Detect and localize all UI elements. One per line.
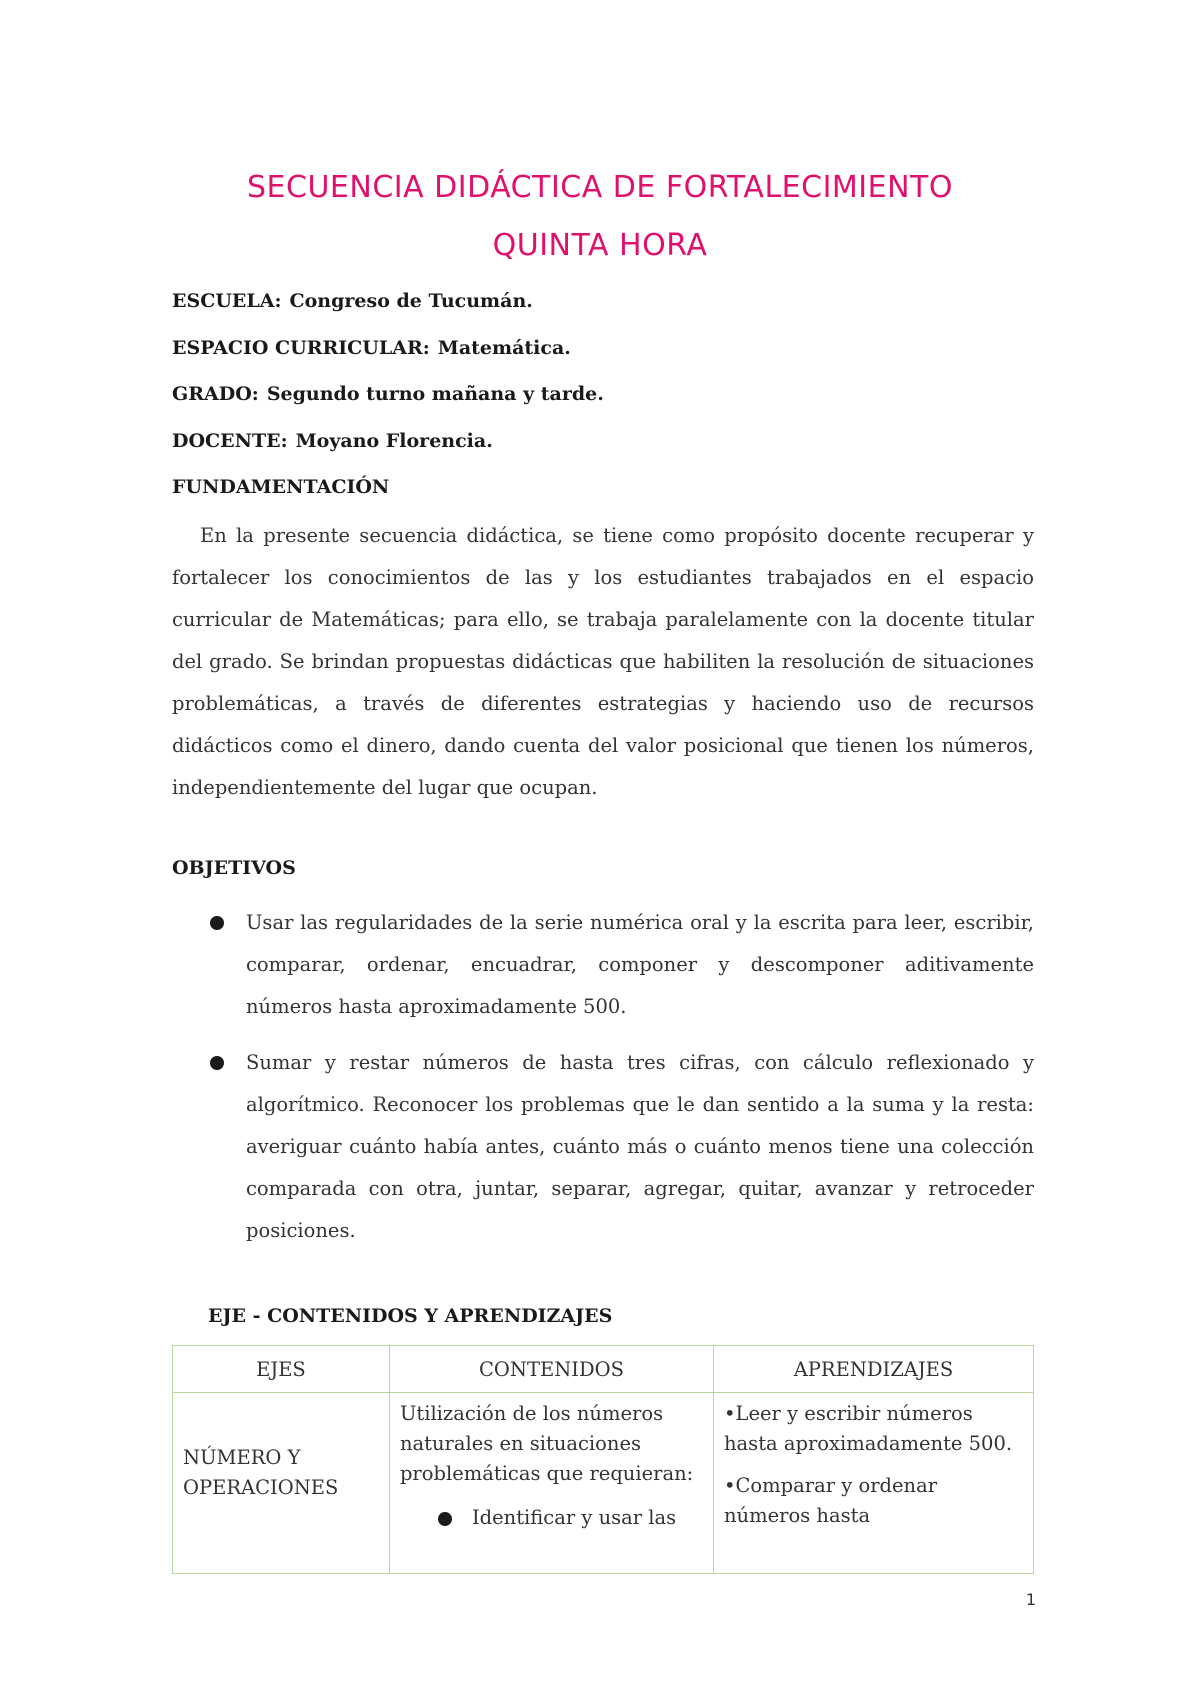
field-value: Congreso de Tucumán. bbox=[289, 290, 533, 312]
objetivo-text: Usar las regularidades de la serie numérica oral y la escrita para leer, escribir, comparar, ordenar, encuadrar, componer y descomponer aditivamente números hasta aproximadamente 500. bbox=[246, 911, 1034, 1018]
document-title: SECUENCIA DIDÁCTICA DE FORTALECIMIENTO bbox=[247, 170, 953, 205]
page-number: 1 bbox=[1025, 1590, 1036, 1609]
aprendizaje-text: Leer y escribir números hasta aproximadamente 500. bbox=[724, 1402, 1013, 1455]
field-label: ESCUELA: bbox=[172, 290, 282, 312]
column-header: EJES bbox=[173, 1346, 390, 1393]
field-value: Matemática. bbox=[437, 337, 571, 359]
bullet-icon: • bbox=[724, 1402, 736, 1425]
bullet-icon: • bbox=[724, 1474, 736, 1497]
table-cell-aprendizajes bbox=[714, 1393, 1034, 1574]
field-escuela bbox=[172, 290, 533, 312]
objetivo-text: Sumar y restar números de hasta tres cifras, con cálculo reflexionado y algorítmico. Reconocer los problemas que le dan sentido a la suma y la resta: averiguar cuánto había antes, cuánto más o cuánto menos tiene una colección comparada con otra, juntar, separar, agregar, quitar, avanzar y retroceder posiciones. bbox=[246, 1051, 1034, 1242]
contenido-intro: Utilización de los números naturales en situaciones problemáticas que requieran: bbox=[399, 1402, 694, 1485]
list-item bbox=[724, 1471, 1023, 1531]
field-grado bbox=[172, 383, 604, 405]
contenido-bullet-text: Identificar y usar las bbox=[471, 1506, 677, 1529]
table-cell-eje bbox=[173, 1393, 390, 1574]
field-label: GRADO: bbox=[172, 383, 259, 405]
bullet-icon bbox=[210, 1056, 224, 1070]
field-value: Segundo turno mañana y tarde. bbox=[266, 383, 604, 405]
column-header: CONTENIDOS bbox=[389, 1346, 713, 1393]
bullet-icon bbox=[438, 1512, 452, 1526]
eje-contenidos-table bbox=[172, 1345, 1034, 1574]
field-value: Moyano Florencia. bbox=[295, 430, 493, 452]
table-header-row bbox=[173, 1346, 1034, 1393]
eje-text: NÚMERO Y OPERACIONES bbox=[183, 1446, 339, 1499]
fundamentacion-paragraph: En la presente secuencia didáctica, se tiene como propósito docente recuperar y fortalecer los conocimientos de las y los estudiantes trabajados en el espacio curricular de Matemáticas; para ello, se trabaja paralelamente con la docente titular del grado. Se brindan propuestas didácticas que habiliten la resolución de situaciones problemáticas, a través de diferentes estrategias y haciendo uso de recursos didácticos como el dinero, dando cuenta del valor posicional que tienen los números, independientemente del lugar que ocupan. bbox=[172, 524, 1034, 799]
field-label: ESPACIO CURRICULAR: bbox=[172, 337, 430, 359]
bullet-icon bbox=[210, 916, 224, 930]
table-cell-contenidos bbox=[389, 1393, 713, 1574]
field-docente bbox=[172, 430, 493, 452]
list-item bbox=[724, 1399, 1023, 1459]
section-heading-eje: EJE - CONTENIDOS Y APRENDIZAJES bbox=[208, 1305, 613, 1327]
column-header: APRENDIZAJES bbox=[714, 1346, 1034, 1393]
table-row bbox=[173, 1393, 1034, 1574]
section-heading-fundamentacion: FUNDAMENTACIÓN bbox=[172, 476, 390, 498]
field-label: DOCENTE: bbox=[172, 430, 288, 452]
aprendizaje-text: Comparar y ordenar números hasta bbox=[724, 1474, 938, 1527]
list-item bbox=[400, 1503, 703, 1533]
document-subtitle: QUINTA HORA bbox=[492, 228, 708, 263]
section-heading-objetivos: OBJETIVOS bbox=[172, 857, 296, 879]
field-espacio-curricular bbox=[172, 337, 571, 359]
